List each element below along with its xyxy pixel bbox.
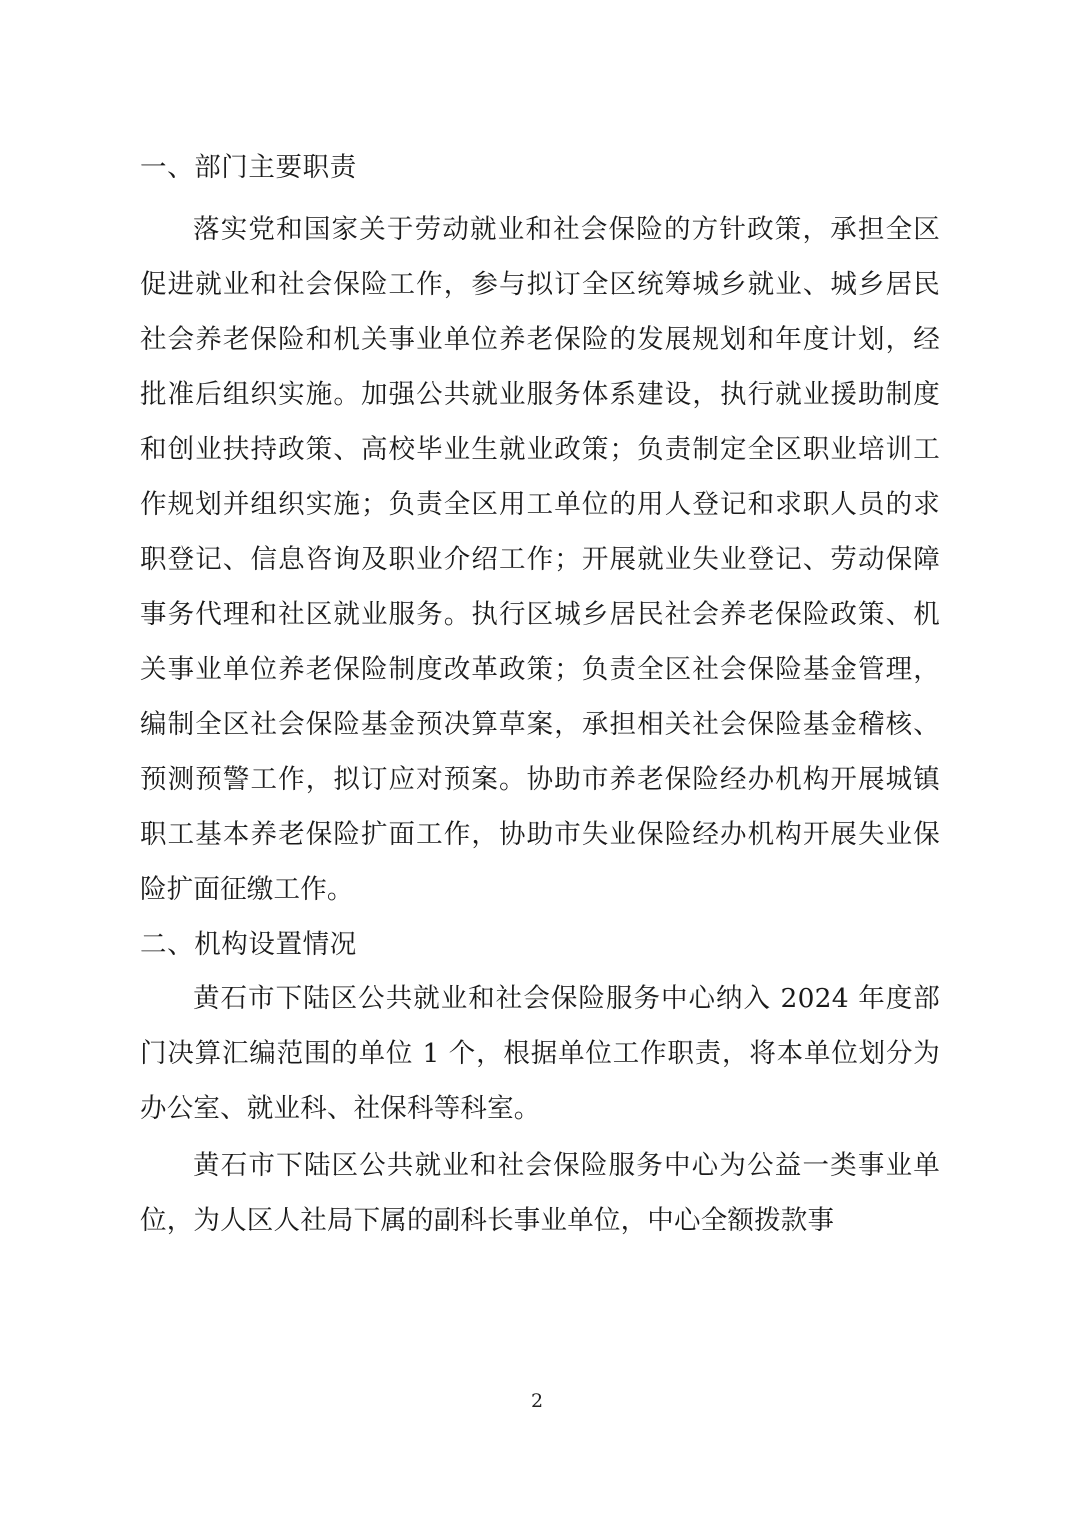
section-1-paragraph-1: 落实党和国家关于劳动就业和社会保险的方针政策，承担全区促进就业和社会保险工作，参与拟订全区统筹城乡就业、城乡居民社会养老保险和机关事业单位养老保险的发展规划和年度计划，经批准后组织实施。加强公共就业服务体系建设，执行就业援助制度和创业扶持政策、高校毕业生就业政策；负责制定全区职业培训工作规划并组织实施；负责全区用工单位的用人登记和求职人员的求职登记、信息咨询及职业介绍工作；开展就业失业登记、劳动保障事务代理和社区就业服务。执行区城乡居民社会养老保险政策、机关事业单位养老保险制度改革政策；负责全区社会保险基金管理，编制全区社会保险基金预决算草案，承担相关社会保险基金稽核、预测预警工作，拟订应对预案。协助市养老保险经办机构开展城镇职工基本养老保险扩面工作，协助市失业保险经办机构开展失业保险扩面征缴工作。 — [140, 213, 940, 905]
section-2-paragraph-2: 黄石市下陆区公共就业和社会保险服务中心为公益一类事业单位，为人区人社局下属的副科长事业单位，中心全额拨款事 — [140, 1149, 940, 1236]
section-heading-1: 一、部门主要职责 — [140, 152, 357, 183]
section-heading-2: 二、机构设置情况 — [140, 928, 357, 960]
document-body — [140, 148, 940, 1250]
section-2-paragraph-1: 黄石市下陆区公共就业和社会保险服务中心纳入 2024 年度部门决算汇编范围的单位 1 个，根据单位工作职责，将本单位划分为办公室、就业科、社保科等科室。 — [140, 982, 940, 1124]
page-number: 2 — [530, 1390, 544, 1412]
